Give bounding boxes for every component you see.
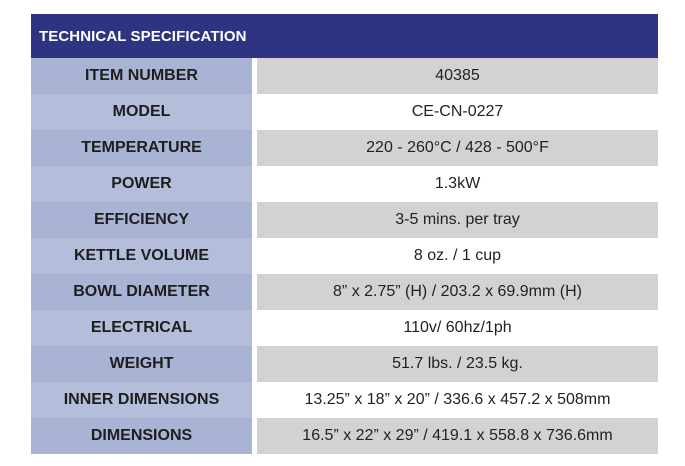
table-row [31,166,658,202]
table-row [31,130,658,166]
row-value-power: 1.3kW [257,166,658,202]
row-label-efficiency: EFFICIENCY [31,202,252,238]
spec-table [31,14,658,454]
row-value-model: CE-CN-0227 [257,94,658,130]
row-value-electrical: 110v/ 60hz/1ph [257,310,658,346]
table-row [31,418,658,454]
row-value-bowl-diameter: 8” x 2.75” (H) / 203.2 x 69.9mm (H) [257,274,658,310]
table-row [31,202,658,238]
table-row [31,310,658,346]
row-value-dimensions: 16.5” x 22” x 29” / 419.1 x 558.8 x 736.6mm [257,418,658,454]
row-label-kettle-volume: KETTLE VOLUME [31,238,252,274]
row-value-inner-dimensions: 13.25” x 18” x 20” / 336.6 x 457.2 x 508mm [257,382,658,418]
row-label-electrical: ELECTRICAL [31,310,252,346]
table-title: TECHNICAL SPECIFICATION [31,14,658,58]
row-value-weight: 51.7 lbs. / 23.5 kg. [257,346,658,382]
table-row [31,238,658,274]
table-row [31,94,658,130]
row-value-item-number: 40385 [257,58,658,94]
row-value-kettle-volume: 8 oz. / 1 cup [257,238,658,274]
row-value-efficiency: 3-5 mins. per tray [257,202,658,238]
row-label-inner-dimensions: INNER DIMENSIONS [31,382,252,418]
table-row [31,382,658,418]
row-label-model: MODEL [31,94,252,130]
row-label-dimensions: DIMENSIONS [31,418,252,454]
table-row [31,58,658,94]
row-label-temperature: TEMPERATURE [31,130,252,166]
row-label-bowl-diameter: BOWL DIAMETER [31,274,252,310]
table-row [31,274,658,310]
row-label-power: POWER [31,166,252,202]
row-label-weight: WEIGHT [31,346,252,382]
row-label-item-number: ITEM NUMBER [31,58,252,94]
row-value-temperature: 220 - 260°C / 428 - 500°F [257,130,658,166]
table-row [31,346,658,382]
